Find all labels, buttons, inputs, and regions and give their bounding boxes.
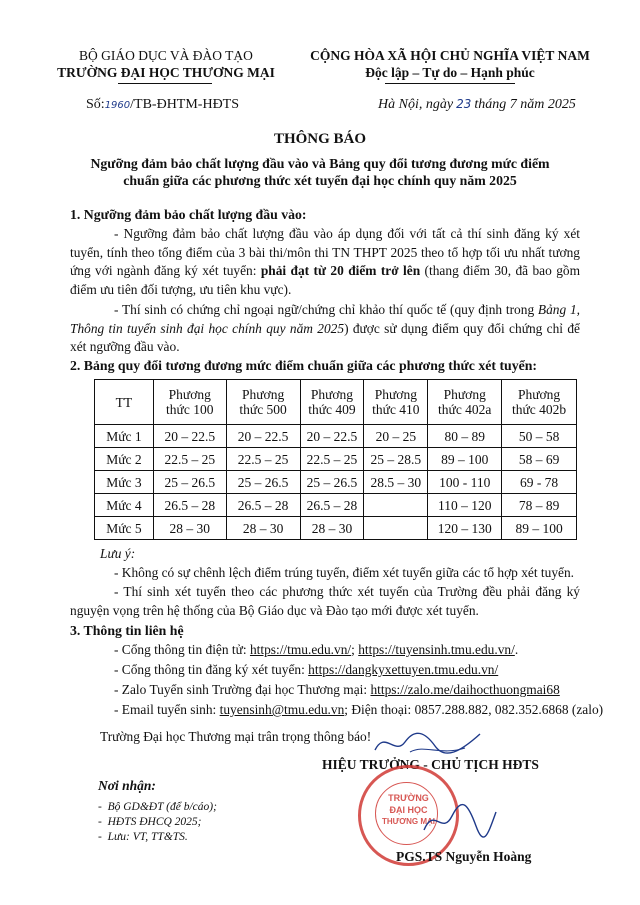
contact-email-label: - Email tuyển sinh: — [114, 702, 220, 717]
tuyensinh-link[interactable]: https://tuyensinh.tmu.edu.vn/ — [358, 642, 515, 657]
contact-registration — [114, 661, 498, 680]
note-label: Lưu ý: — [100, 546, 136, 561]
university-underline — [118, 83, 212, 84]
zalo-link[interactable]: https://zalo.me/daihocthuongmai68 — [370, 682, 560, 697]
contact-phone: ; Điện thoại: 0857.288.882, 082.352.6868 (zalo) — [344, 702, 604, 717]
table-cell: 20 – 22.5 — [153, 425, 226, 448]
table-cell — [364, 517, 428, 540]
table-header-cell: Phương thức 409 — [300, 380, 364, 425]
stamp-line1: TRƯỜNG — [388, 793, 429, 803]
table-cell: 50 – 58 — [502, 425, 577, 448]
stamp-line3: THƯƠNG MẠI — [381, 817, 435, 826]
table-header-row — [95, 380, 577, 425]
conversion-table — [94, 379, 577, 540]
note-2: - Thí sinh xét tuyển theo các phương thức xét tuyển của Trường đều phải đăng ký nguyện vọng trên hệ thống của Bộ Giáo dục và Đào tạo mới được xét tuyển. — [70, 584, 580, 618]
section1-heading: 1. Ngưỡng đảm bảo chất lượng đầu vào: — [70, 207, 307, 222]
table-cell: 20 – 22.5 — [300, 425, 364, 448]
table-cell: 25 – 28.5 — [364, 448, 428, 471]
table-cell: 58 – 69 — [502, 448, 577, 471]
closing-line: Trường Đại học Thương mại trân trọng thông báo! — [100, 729, 372, 744]
table-cell-level: Mức 1 — [95, 425, 154, 448]
table-row — [95, 471, 577, 494]
section1-p2-tail: ) được sử dụng điểm quy đổi chứng chỉ để xét ngưỡng đầu vào. — [70, 320, 581, 354]
date-day: 23 — [456, 97, 472, 111]
handwritten-signature — [370, 722, 490, 762]
table-row — [95, 448, 577, 471]
contact-email — [114, 701, 603, 720]
table-cell-level: Mức 4 — [95, 494, 154, 517]
table-row — [95, 494, 577, 517]
table-header-tt: TT — [95, 380, 154, 425]
contact-registration-label: - Cổng thông tin đăng ký xét tuyển: — [114, 662, 309, 677]
tmu-link[interactable]: https://tmu.edu.vn/ — [249, 642, 352, 657]
table-cell-level: Mức 2 — [95, 448, 154, 471]
table-cell: 22.5 – 25 — [226, 448, 300, 471]
motto-underline — [385, 83, 515, 84]
section1-paragraph1 — [70, 225, 580, 299]
contact-zalo-label: - Zalo Tuyển sinh Trường đại học Thương mại: — [114, 682, 371, 697]
table-cell: 25 – 26.5 — [300, 471, 364, 494]
table-cell: 20 – 25 — [364, 425, 428, 448]
table-cell: 69 - 78 — [502, 471, 577, 494]
table-cell: 20 – 22.5 — [226, 425, 300, 448]
date-suffix: tháng 7 năm 2025 — [474, 97, 576, 112]
note-1: - Không có sự chênh lệch điểm trúng tuyển, điểm xét tuyển giữa các tổ hợp xét tuyển. — [114, 565, 575, 580]
recipients-label: Nơi nhận: — [98, 778, 156, 793]
table-cell: 26.5 – 28 — [300, 494, 364, 517]
section1-p2-text: - Thí sinh có chứng chỉ ngoại ngữ/chứng chỉ khảo thí quốc tế (quy định trong — [114, 302, 538, 317]
table-cell: 28 – 30 — [300, 517, 364, 540]
table-cell — [364, 494, 428, 517]
stamp-line2: ĐẠI HỌC — [389, 805, 428, 815]
table-cell: 22.5 – 25 — [153, 448, 226, 471]
table-cell: 89 – 100 — [502, 517, 577, 540]
link-end: . — [514, 642, 519, 657]
table-cell: 26.5 – 28 — [226, 494, 300, 517]
table-header-cell: Phương thức 402b — [502, 380, 577, 425]
table-row — [95, 425, 577, 448]
section1-p1-tail: (thang điểm 30, đã bao gồm điểm ưu tiên đối tượng, ưu tiên khu vực). — [70, 263, 581, 297]
nation-name: CỘNG HÒA XÃ HỘI CHỦ NGHĨA VIỆT NAM — [310, 48, 590, 63]
signature-over-seal — [420, 800, 500, 840]
recipient-item: - HĐTS ĐHCQ 2025; — [98, 816, 202, 828]
table-cell: 80 – 89 — [428, 425, 502, 448]
document-number — [86, 96, 239, 114]
table-cell: 25 – 26.5 — [153, 471, 226, 494]
section1-paragraph2 — [70, 301, 580, 357]
recipient-item: - Bộ GD&ĐT (để b/cáo); — [98, 801, 217, 813]
signer-title: HIỆU TRƯỞNG - CHỦ TỊCH HĐTS — [322, 757, 539, 772]
document-date — [378, 96, 576, 113]
section1-p1-bold: phải đạt từ 20 điểm trở lên — [260, 263, 421, 278]
doc-no-handwritten: 1960 — [104, 100, 131, 111]
table-header-cell: Phương thức 410 — [364, 380, 428, 425]
university-name: TRƯỜNG ĐẠI HỌC THƯƠNG MẠI — [57, 65, 275, 80]
signer-name: PGS.TS Nguyễn Hoàng — [396, 849, 532, 864]
table-cell: 25 – 26.5 — [226, 471, 300, 494]
table-header-cell: Phương thức 500 — [226, 380, 300, 425]
contact-portal — [114, 641, 518, 660]
table-header-cell: Phương thức 402a — [428, 380, 502, 425]
registration-link[interactable]: https://dangkyxettuyen.tmu.edu.vn/ — [308, 662, 499, 677]
section1-p1-text: - Ngưỡng đảm bảo chất lượng đầu vào áp dụng đối với tất cả thí sinh đăng ký xét tuyển, tính theo tổng điểm của 3 bài thi/môn thi TN THPT 2025 theo tổ hợp tối ưu nhất tương ứng với ngành đăng ký xét tuyển: — [70, 226, 580, 278]
table-cell: 100 - 110 — [428, 471, 502, 494]
table-cell: 120 – 130 — [428, 517, 502, 540]
document-subtitle-line1: Ngưỡng đảm bảo chất lượng đầu vào và Bảng quy đổi tương đương mức điểm — [90, 156, 550, 171]
table-row — [95, 517, 577, 540]
table-cell: 28 – 30 — [226, 517, 300, 540]
link-separator: ; — [351, 642, 359, 657]
motto: Độc lập – Tự do – Hạnh phúc — [365, 65, 535, 80]
table-cell: 89 – 100 — [428, 448, 502, 471]
table-cell: 78 – 89 — [502, 494, 577, 517]
contact-zalo — [114, 681, 560, 700]
table-cell: 28 – 30 — [153, 517, 226, 540]
section3-heading: 3. Thông tin liên hệ — [70, 623, 184, 638]
document-title: THÔNG BÁO — [273, 131, 367, 147]
table-cell: 28.5 – 30 — [364, 471, 428, 494]
ministry-name: BỘ GIÁO DỤC VÀ ĐÀO TẠO — [79, 48, 253, 63]
table-cell: 110 – 120 — [428, 494, 502, 517]
doc-no-prefix: Số: — [86, 97, 105, 112]
table-cell-level: Mức 5 — [95, 517, 154, 540]
table-cell: 26.5 – 28 — [153, 494, 226, 517]
date-prefix: Hà Nội, ngày — [378, 97, 454, 112]
section1-p2-italic: Bảng 1, Thông tin tuyển sinh đại học chính quy năm 2025 — [70, 302, 580, 336]
table-header-cell: Phương thức 100 — [153, 380, 226, 425]
email-link[interactable]: tuyensinh@tmu.edu.vn — [219, 702, 345, 717]
document-subtitle-line2: chuẩn giữa các phương thức xét tuyển đại học chính quy năm 2025 — [123, 173, 517, 188]
table-cell: 22.5 – 25 — [300, 448, 364, 471]
table-cell-level: Mức 3 — [95, 471, 154, 494]
doc-no-suffix: /TB-ĐHTM-HĐTS — [130, 97, 240, 112]
contact-portal-label: - Cổng thông tin điện tử: — [114, 642, 250, 657]
section2-heading: 2. Bảng quy đổi tương đương mức điểm chuẩn giữa các phương thức xét tuyển: — [70, 358, 538, 373]
recipient-item: - Lưu: VT, TT&TS. — [98, 831, 188, 843]
